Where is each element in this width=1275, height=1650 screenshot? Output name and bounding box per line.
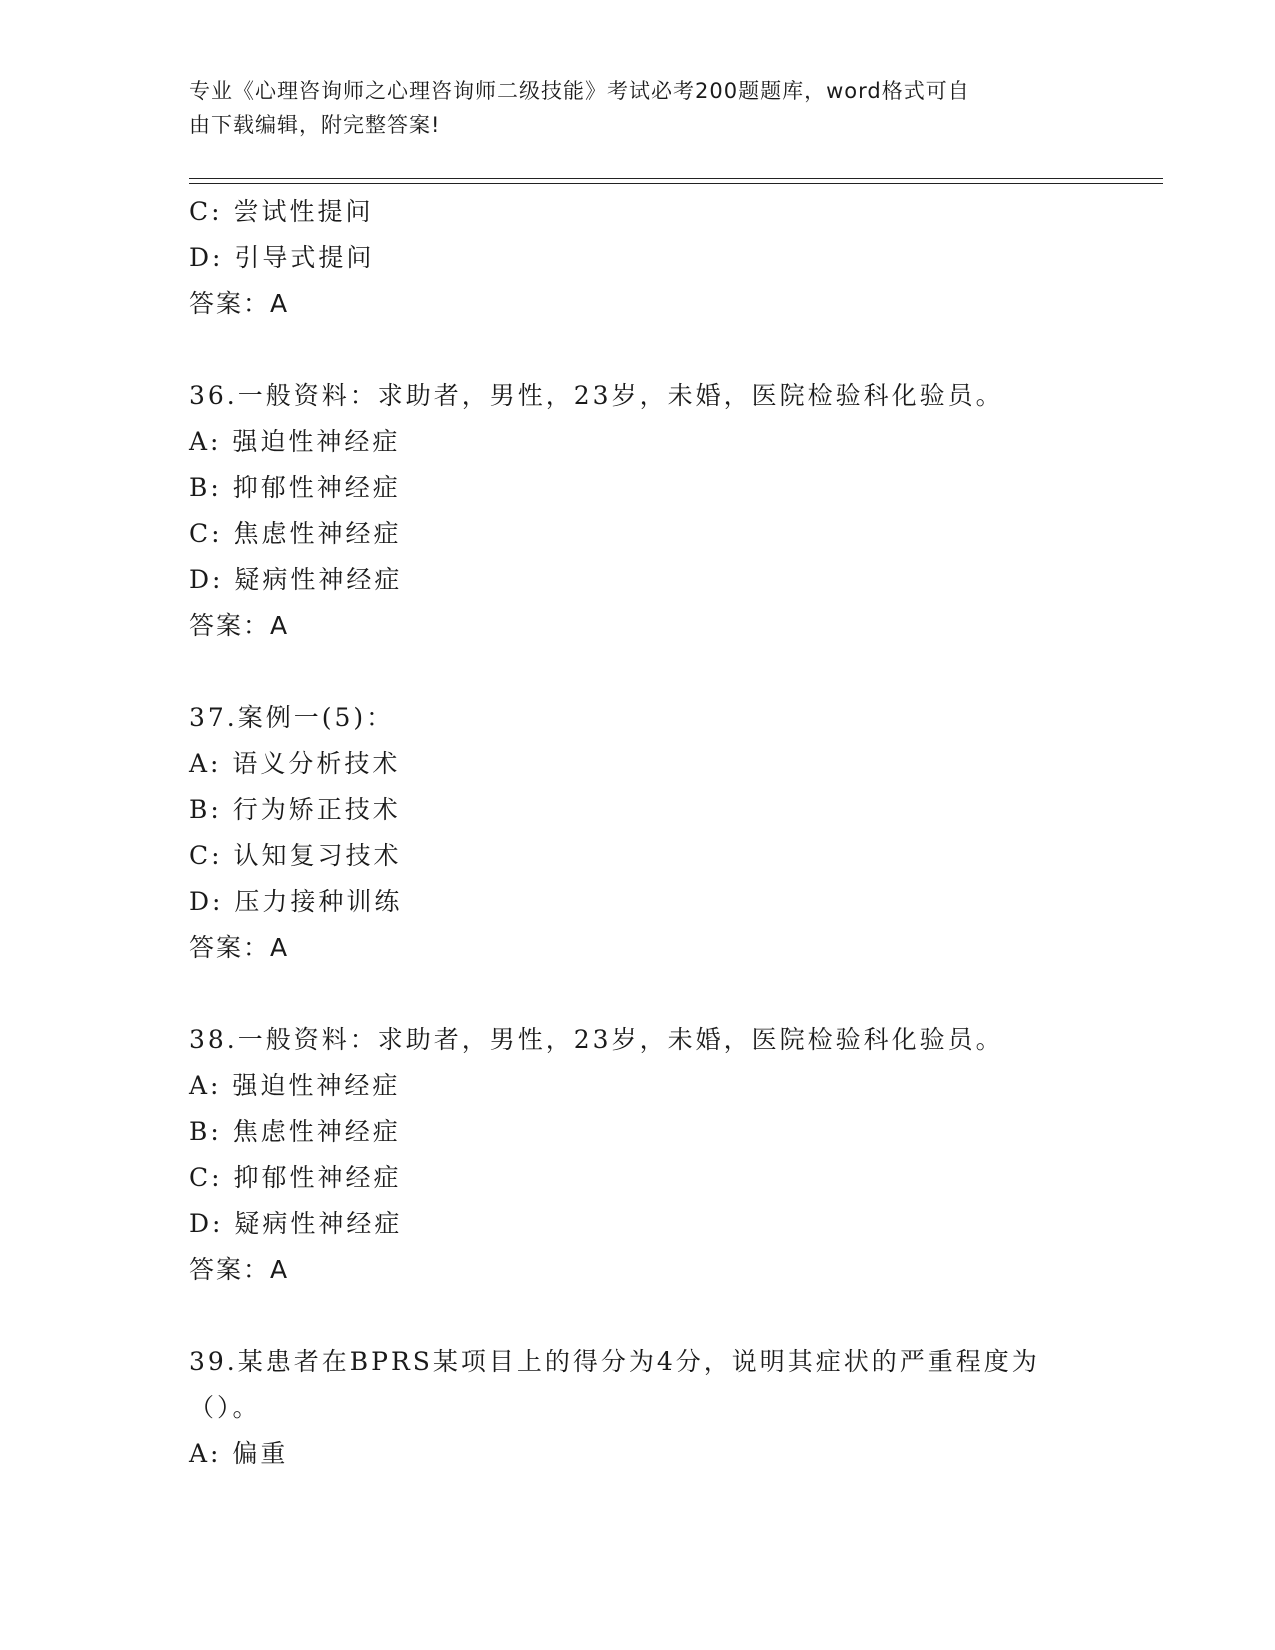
question-block [189, 1339, 1089, 1477]
question-text-continued: （）。 [189, 1393, 261, 1422]
option-d: D: 疑病性神经症 [189, 1209, 403, 1238]
answer-line: 答案：A [189, 1255, 290, 1284]
question-block [189, 373, 1089, 649]
option-a: A: 强迫性神经症 [189, 427, 401, 456]
option-c: C: 抑郁性神经症 [189, 1163, 402, 1192]
option-c: C: 认知复习技术 [189, 841, 402, 870]
question-text: 37.案例一(5)： [189, 703, 395, 732]
question-block [189, 1017, 1089, 1293]
option-b: B: 抑郁性神经症 [189, 473, 401, 502]
header-line-2: 由下载编辑，附完整答案! [189, 113, 441, 137]
question-list [189, 189, 1089, 1477]
answer-line: 答案：A [189, 289, 290, 318]
question-block [189, 189, 1089, 327]
option-b: B: 焦虑性神经症 [189, 1117, 401, 1146]
option-b: B: 行为矫正技术 [189, 795, 401, 824]
answer-line: 答案：A [189, 611, 290, 640]
answer-line: 答案：A [189, 933, 290, 962]
option-d: D: 疑病性神经症 [189, 565, 403, 594]
question-block [189, 695, 1089, 971]
option-d: D: 引导式提问 [189, 243, 375, 272]
option-a: A: 语义分析技术 [189, 749, 401, 778]
header-line-1: 专业《心理咨询师之心理咨询师二级技能》考试必考200题题库，word格式可自 [189, 79, 970, 103]
question-text: 38.一般资料：求助者，男性，23岁，未婚，医院检验科化验员。 [189, 1025, 1004, 1054]
option-c: C: 焦虑性神经症 [189, 519, 402, 548]
option-c: C: 尝试性提问 [189, 197, 374, 226]
document-header [189, 74, 1089, 142]
option-a: A: 强迫性神经症 [189, 1071, 401, 1100]
header-divider-top [189, 178, 1163, 179]
option-d: D: 压力接种训练 [189, 887, 403, 916]
option-a: A: 偏重 [189, 1439, 289, 1468]
question-text: 39.某患者在BPRS某项目上的得分为4分，说明其症状的严重程度为 [189, 1347, 1040, 1376]
header-divider-bottom [189, 183, 1163, 184]
question-text: 36.一般资料：求助者，男性，23岁，未婚，医院检验科化验员。 [189, 381, 1004, 410]
